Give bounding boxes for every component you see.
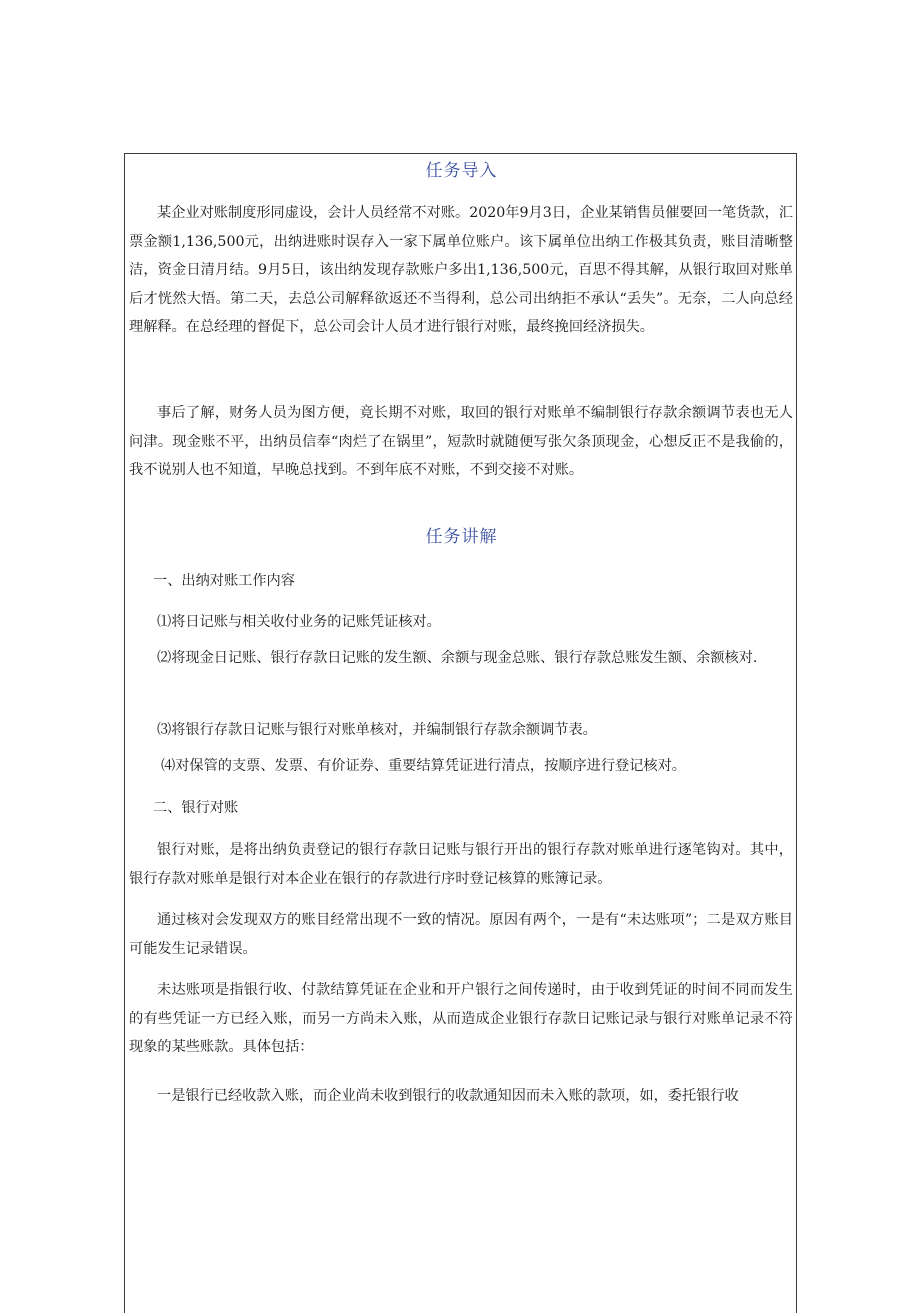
subsection-title-work-content: 一、出纳对账工作内容 xyxy=(153,573,295,589)
intro-paragraph-1: 某企业对账制度形同虚设，会计人员经常不对账。2020年9月3日，企业某销售员催要回一笔货款，汇票金额1,136,500元，出纳进账时误存入一家下属单位账户。该下属单位出纳工作极其负责，账目清晰整洁，资金日清月结。9月5日，该出纳发现存款账户多出1,136,500元，百思不得其解，从银行取回对账单后才恍然大悟。第二天，去总公司解释欲返还不当得利，总公司出纳拒不承认“丢失”。无奈，二人向总经理解释。在总经理的督促下，总公司会计人员才进行银行对账，最终挽回经济损失。 xyxy=(129,205,793,335)
list-item-1: ⑴将日记账与相关收付业务的记账凭证核对。 xyxy=(157,614,441,630)
bank-paragraph-4: 一是银行已经收款入账，而企业尚未收到银行的收款通知因而未入账的款项，如，委托银行收 xyxy=(157,1088,739,1104)
bank-paragraph-2: 通过核对会发现双方的账目经常出现不一致的情况。原因有两个，一是有“未达账项”；二是双方账目可能发生记录错误。 xyxy=(129,912,793,957)
subsection-title-bank-reconcile: 二、银行对账 xyxy=(153,800,239,816)
bank-paragraph-3: 未达账项是指银行收、付款结算凭证在企业和开户银行之间传递时，由于收到凭证的时间不同而发生的有些凭证一方已经入账，而另一方尚未入账，从而造成企业银行存款日记账记录与银行对账单记录不符现象的某些账款。具体包括： xyxy=(129,982,793,1055)
list-item-2: ⑵将现金日记账、银行存款日记账的发生额、余额与现金总账、银行存款总账发生额、余额核对. xyxy=(157,650,758,666)
bank-paragraph-1: 银行对账，是将出纳负责登记的银行存款日记账与银行开出的银行存款对账单进行逐笔钩对。其中，银行存款对账单是银行对本企业在银行的存款进行序时登记核算的账簿记录。 xyxy=(129,842,793,887)
intro-paragraph-2: 事后了解，财务人员为图方便，竟长期不对账，取回的银行对账单不编制银行存款余额调节表也无人问津。现金账不平，出纳员信奉“肉烂了在锅里”，短款时就随便写张欠条顶现金，心想反正不是我偷的，我不说别人也不知道，早晚总找到。不到年底不对账，不到交接不对账。 xyxy=(129,405,793,478)
section-title-task-explain: 任务讲解 xyxy=(425,527,498,547)
list-item-4: ⑷对保管的支票、发票、有价证券、重要结算凭证进行清点，按顺序进行登记核对。 xyxy=(161,758,686,774)
list-item-3: ⑶将银行存款日记账与银行对账单核对，并编制银行存款余额调节表。 xyxy=(157,722,597,738)
document-frame xyxy=(124,153,797,1313)
section-title-task-intro: 任务导入 xyxy=(425,161,498,181)
